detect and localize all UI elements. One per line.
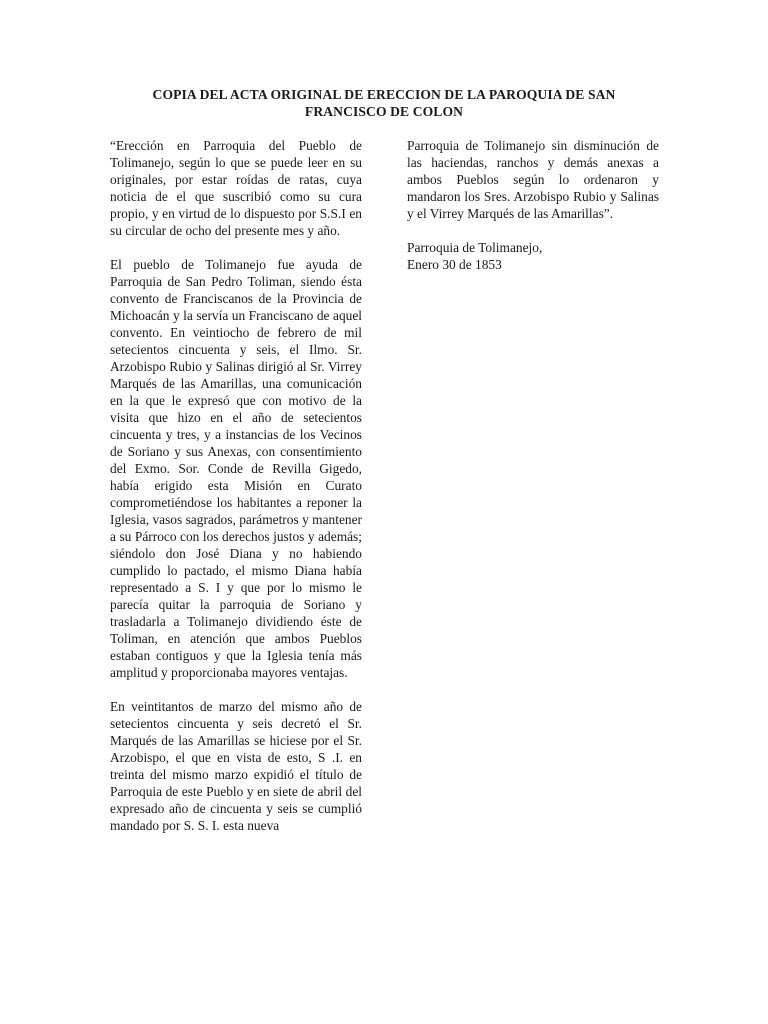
- paragraph-conclusion: Parroquia de Tolimanejo sin disminución de las haciendas, ranchos y demás anexas a ambos Pueblos según lo ordenaron y mandaron los Sres. Arzobispo Rubio y Salinas y el Virrey Marqués de las Amarillas”.: [407, 138, 659, 221]
- signature-date: Enero 30 de 1853: [407, 257, 502, 272]
- right-column: [407, 137, 659, 273]
- signature-block: [407, 239, 659, 273]
- document-title: COPIA DEL ACTA ORIGINAL DE ERECCION DE LA PAROQUIA DE SAN FRANCISCO DE COLON: [152, 87, 616, 119]
- signature-place: Parroquia de Tolimanejo,: [407, 240, 543, 255]
- paragraph-erection-intro: “Erección en Parroquia del Pueblo de Tolimanejo, según lo que se puede leer en su originales, por estar roídas de ratas, cuya noticia de el que suscribió como su cura propio, y en virtud de lo dispuesto por S.S.I en su circular de ocho del presente mes y año.: [110, 138, 362, 238]
- left-column: [110, 137, 362, 834]
- paragraph-decree: En veintitantos de marzo del mismo año de setecientos cincuenta y seis decretó el Sr. Marqués de las Amarillas se hiciese por el Sr. Arzobispo, el que en vista de esto, S .I. en treinta del mismo marzo expidió el título de Parroquia de este Pueblo y en siete de abril del expresado año de cincuenta y seis se cumplió mandado por S. S. I. esta nueva: [110, 699, 362, 833]
- paragraph-history: El pueblo de Tolimanejo fue ayuda de Parroquia de San Pedro Toliman, siendo ésta convento de Franciscanos de la Provincia de Michoacán y la servía un Franciscano de aquel convento. En veintiocho de febrero de mil setecientos cincuenta y seis, el Ilmo. Sr. Arzobispo Rubio y Salinas dirigió al Sr. Virrey Marqués de las Amarillas, una comunicación en la que le expresó que con motivo de la visita que hizo en el año de setecientos cincuenta y tres, y a instancias de los Vecinos de Soriano y sus Anexas, con consentimiento del Exmo. Sor. Conde de Revilla Gigedo, había erigido esta Misión en Curato comprometiéndose los habitantes a reponer la Iglesia, vasos sagrados, parámetros y mantener a su Párroco con los derechos justos y además; siéndolo don José Diana y no habiendo cumplido lo pactado, el mismo Diana había representado a S. I y que por lo mismo le parecía quitar la parroquia de Soriano y trasladarla a Tolimanejo dividiendo éste de Toliman, en atención que ambos Pueblos estaban contiguos y que la Iglesia tenía más amplitud y proporcionaba mayores ventajas.: [110, 257, 362, 680]
